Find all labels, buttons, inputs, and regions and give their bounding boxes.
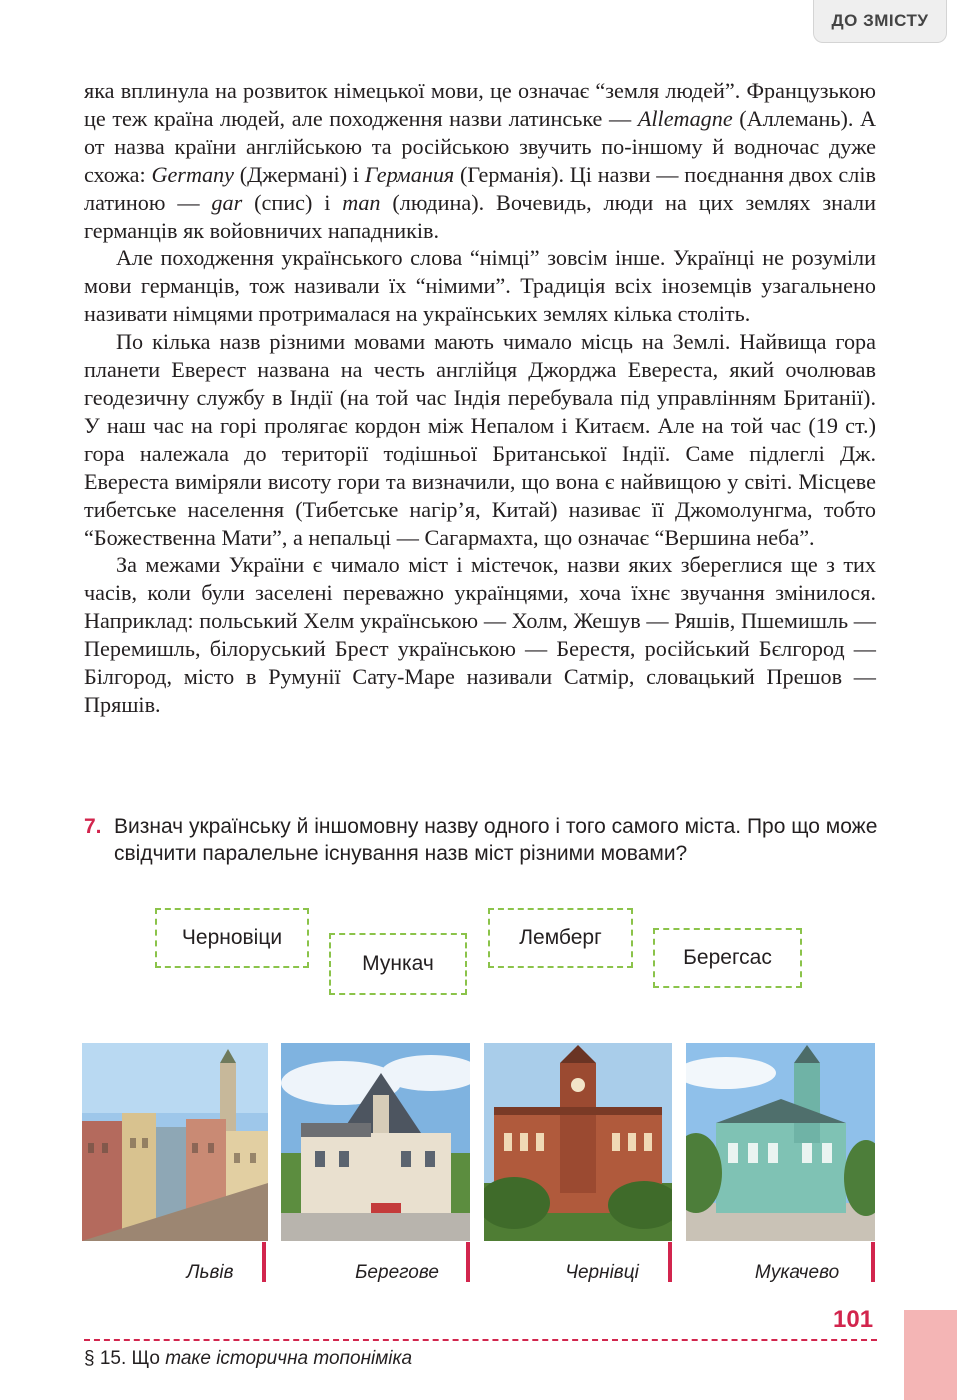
italic-term: gar [211, 189, 243, 215]
text-run: (спис) і [242, 189, 343, 215]
page-number: 101 [833, 1306, 874, 1333]
caption-mukachevo: Мукачево [754, 1262, 840, 1283]
caption-marker-berehove [466, 1242, 470, 1282]
footer-section-name: таке історична топоніміка [165, 1348, 413, 1369]
foreign-name-munkach: Мункач [329, 933, 467, 995]
caption-marker-lviv [262, 1242, 266, 1282]
caption-marker-chernivtsi [668, 1242, 672, 1282]
foreign-name-lemberg: Лемберг [488, 908, 633, 968]
footer-section-prefix: § 15. Що [84, 1348, 166, 1369]
page-corner-tab [904, 1310, 957, 1400]
italic-term: Germany [151, 161, 235, 187]
task-number: 7. [84, 815, 102, 838]
caption-marker-mukachevo [871, 1242, 875, 1282]
photo-berehove [281, 1043, 470, 1241]
text-run: (людина). Вочевидь, люди на цих землях знали германців як войовничих нападників. [84, 189, 876, 243]
caption-berehove: Берегове [355, 1262, 439, 1283]
text-run: (Аллемань). А от назва країни англійською та російською звучить по-іншому й водночас дуже схожа: [84, 105, 877, 187]
caption-chernivtsi: Чернівці [565, 1262, 639, 1283]
footer-divider [84, 1339, 877, 1341]
paragraph [84, 244, 876, 328]
paragraph [84, 551, 876, 718]
paragraph [84, 328, 876, 551]
text-run: яка вплинула на розвиток німецької мови, це означає “земля людей”. Французькою це теж країна людей, але походження назви латинське — [84, 78, 876, 131]
photo-mukachevo [686, 1043, 875, 1241]
photo-chernivtsi [484, 1043, 672, 1241]
task-text: Визнач українську й іншомовну назву одного і того самого міста. Про що може свідчити паралельне існування назв міст різними мовами? [114, 815, 878, 865]
footer-section-title [84, 1348, 412, 1370]
task-7 [84, 813, 884, 867]
main-text [84, 77, 876, 719]
foreign-name-beregsas: Берегсас [653, 928, 802, 988]
paragraph [84, 77, 876, 244]
italic-term: Германия [364, 161, 455, 187]
toc-button[interactable]: ДО ЗМІСТУ [813, 0, 947, 43]
photo-lviv [82, 1043, 268, 1241]
text-run: (Германія). Ці назви — поєднання двох слів латиною — [84, 161, 876, 215]
foreign-name-chernovitsi: Черновіци [155, 908, 309, 968]
italic-term: man [342, 189, 381, 215]
caption-lviv: Львів [186, 1262, 234, 1283]
text-run: Але походження українського слова “німці” зовсім інше. Українці не розуміли мови германців, тож називали їх “німими”. Традиція всіх іноземців узагальнено називати німцями протрималася на українських землях кілька століть. [84, 245, 876, 327]
text-run: (Джермані) і [234, 161, 365, 187]
text-run: За межами України є чимало міст і містечок, назви яких збереглися ще з тих часів, коли були заселені переважно українцями, хоча їхнє звучання змінилося. Наприклад: польський Хелм українською — Холм, Жешув — Ряшів, Пшемишль — Перемишль, білоруський Брест українською — Берестя, російський Бєлгород — Білгород, місто в Румунії Сату-Маре називали Сатмір, словацький Прешов — Пряшів. [84, 552, 876, 717]
italic-term: Allemagne [637, 105, 733, 131]
text-run: По кілька назв різними мовами мають чимало місць на Землі. Найвища гора планети Еверест названа на честь англійця Джорджа Евереста, який очолював геодезичну службу в Індії (на той час Індія перебувала під управлінням Британії). У наш час на горі пролягає кордон між Непалом і Китаєм. Але на той час (19 ст.) гора належала до території тодішньої Британської Індії. Саме підлеглі Дж. Евереста виміряли висоту гори та визначили, що вона є найвищою у світі. Місцеве тибетське населення (Тибетське нагір’я, Китай) називає її Джомолунгма, тобто “Божественна Мати”, а непальці — Сагармахта, що означає “Вершина неба”. [84, 329, 876, 550]
